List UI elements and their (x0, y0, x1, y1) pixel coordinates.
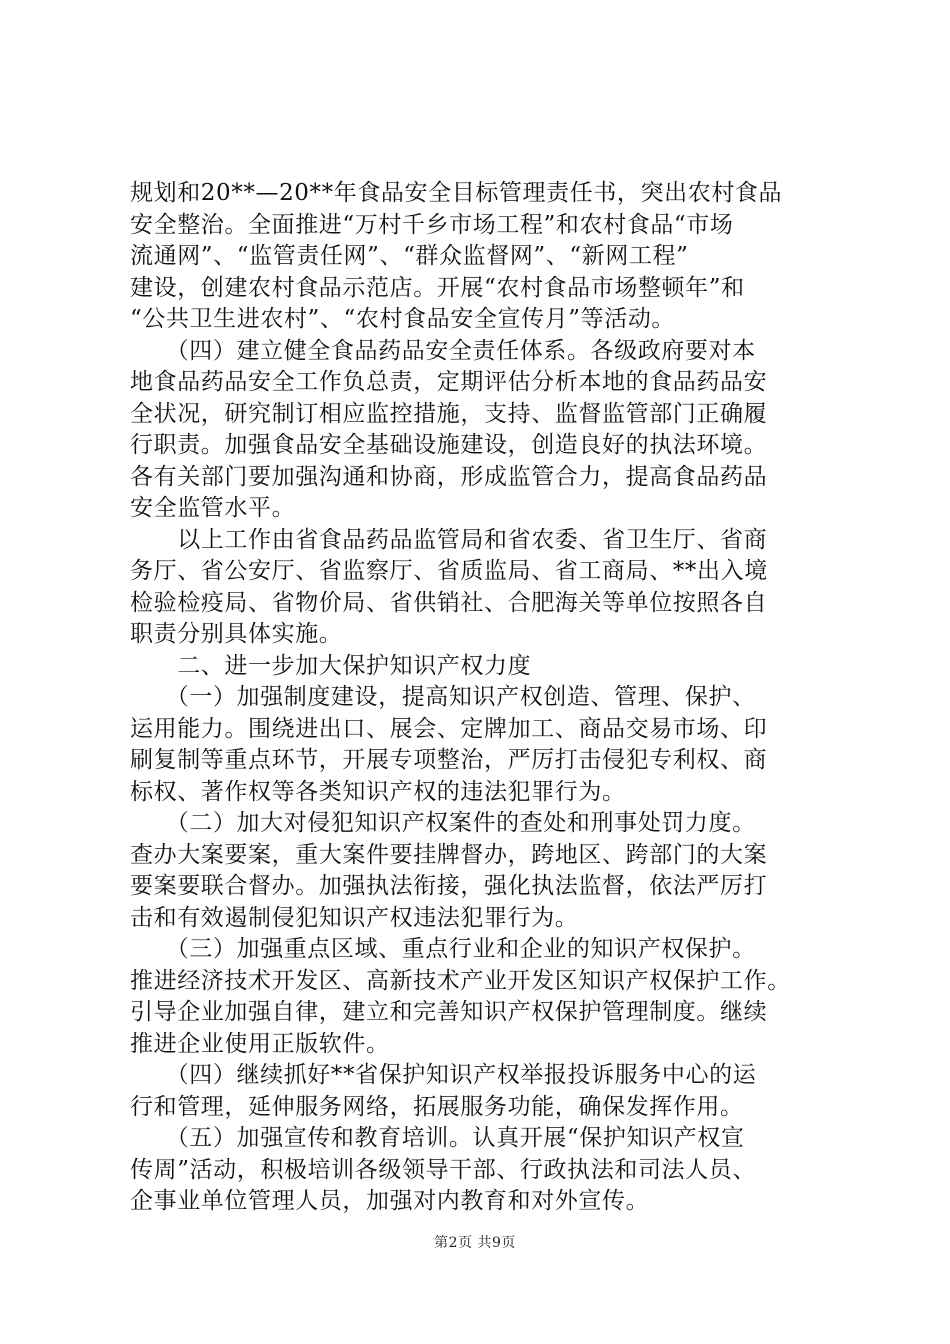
text-line: （五）加强宣传和教育培训。认真开展“保护知识产权宣 (130, 1125, 745, 1151)
text-line: 要案要联合督办。加强执法衔接，强化执法监督，依法严厉打 (130, 873, 768, 899)
text-line: 流通网”、“监管责任网”、“群众监督网”、“新网工程” (130, 243, 689, 269)
text-line: 建设，创建农村食品示范店。开展“农村食品市场整顿年”和 (130, 274, 745, 301)
document-body (130, 178, 830, 1218)
text-line: 地食品药品安全工作负总责，定期评估分析本地的食品药品安 (130, 369, 768, 395)
text-line: 安全监管水平。 (130, 495, 296, 521)
section-heading: 二、进一步加大保护知识产权力度 (130, 652, 532, 679)
text-line: （四）继续抓好**省保护知识产权举报投诉服务中心的运 (130, 1062, 757, 1088)
text-line: （三）加强重点区域、重点行业和企业的知识产权保护。 (130, 936, 756, 962)
text-line: 规划和20**—20**年食品安全目标管理责任书，突出农村食品 (130, 180, 783, 206)
text-line: （四）建立健全食品药品安全责任体系。各级政府要对本 (130, 337, 756, 364)
text-line: 各有关部门要加强沟通和协商，形成监管合力，提高食品药品 (130, 463, 768, 490)
text-line: 企事业单位管理人员，加强对内教育和对外宣传。 (130, 1188, 650, 1214)
text-line: 安全整治。全面推进“万村千乡市场工程”和农村食品“市场 (130, 211, 734, 238)
text-line: 引导企业加强自律，建立和完善知识产权保护管理制度。继续 (130, 999, 768, 1025)
text-line: 行和管理，延伸服务网络，拓展服务功能，确保发挥作用。 (130, 1093, 744, 1120)
text-line: 查办大案要案，重大案件要挂牌督办，跨地区、跨部门的大案 (130, 841, 768, 868)
text-line: 以上工作由省食品药品监管局和省农委、省卫生厅、省商 (130, 526, 768, 553)
text-line: （二）加大对侵犯知识产权案件的查处和刑事处罚力度。 (130, 810, 756, 836)
text-line: 传周”活动，积极培训各级领导干部、行政执法和司法人员、 (130, 1156, 756, 1183)
text-line: 检验检疫局、省物价局、省供销社、合肥海关等单位按照各自 (130, 589, 768, 616)
text-line: 刷复制等重点环节，开展专项整治，严厉打击侵犯专利权、商 (130, 747, 768, 773)
text-line: 推进企业使用正版软件。 (130, 1030, 390, 1057)
text-line: 务厅、省公安厅、省监察厅、省质监局、省工商局、**出入境 (130, 558, 768, 584)
text-line: 推进经济技术开发区、高新技术产业开发区知识产权保护工作。 (130, 967, 791, 994)
text-line: 运用能力。围绕进出口、展会、定牌加工、商品交易市场、印 (130, 715, 768, 742)
page-number-footer: 第2页 共9页 (434, 1235, 516, 1251)
text-line: 标权、著作权等各类知识产权的违法犯罪行为。 (130, 778, 626, 805)
text-line: 行职责。加强食品安全基础设施建设，创造良好的执法环境。 (130, 432, 768, 458)
text-line: 全状况，研究制订相应监控措施，支持、监督监管部门正确履 (130, 400, 768, 427)
text-line: “公共卫生进农村”、“农村食品安全宣传月”等活动。 (130, 306, 676, 332)
text-line: 击和有效遏制侵犯知识产权违法犯罪行为。 (130, 904, 579, 931)
text-line: 职责分别具体实施。 (130, 621, 343, 647)
text-line: （一）加强制度建设，提高知识产权创造、管理、保护、 (130, 684, 756, 710)
